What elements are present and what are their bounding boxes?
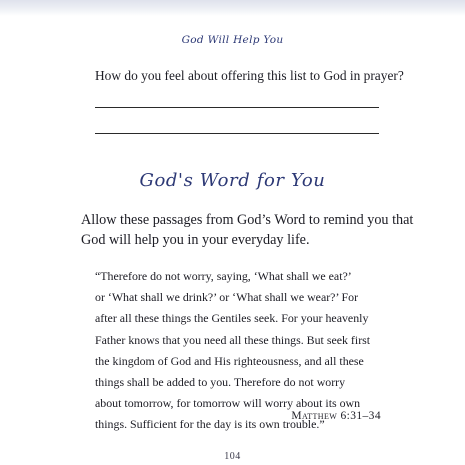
running-head: God Will Help You bbox=[181, 34, 284, 46]
quote-line: things. Sufficient for the day is its own trouble.” bbox=[95, 417, 325, 432]
quote-line: the kingdom of God and His righteousness, and all these bbox=[95, 353, 364, 368]
scripture-citation: Matthew 6:31–34 bbox=[291, 410, 381, 422]
quote-line: about tomorrow, for tomorrow will worry about its own bbox=[95, 396, 361, 411]
intro-paragraph bbox=[81, 210, 421, 250]
answer-line-2 bbox=[95, 133, 379, 134]
quote-line: Father knows that you need all these things. But seek first bbox=[95, 332, 371, 347]
quote-line: or ‘What shall we drink?’ or ‘What shall we wear?’ For bbox=[95, 290, 359, 305]
answer-line-1 bbox=[95, 107, 379, 108]
intro-line: God will help you in your everyday life. bbox=[81, 232, 310, 248]
quote-line: things shall be added to you. Therefore do not worry bbox=[95, 375, 346, 390]
page-number: 104 bbox=[224, 451, 241, 462]
quote-line: after all these things the Gentiles seek. For your heavenly bbox=[95, 311, 369, 326]
intro-line: Allow these passages from God’s Word to remind you that bbox=[81, 212, 414, 228]
page-top-shadow bbox=[0, 0, 465, 16]
reflection-question: How do you feel about offering this list to God in prayer? bbox=[95, 68, 404, 83]
section-title: God's Word for You bbox=[139, 170, 326, 191]
quote-line: “Therefore do not worry, saying, ‘What shall we eat?’ bbox=[95, 269, 352, 283]
